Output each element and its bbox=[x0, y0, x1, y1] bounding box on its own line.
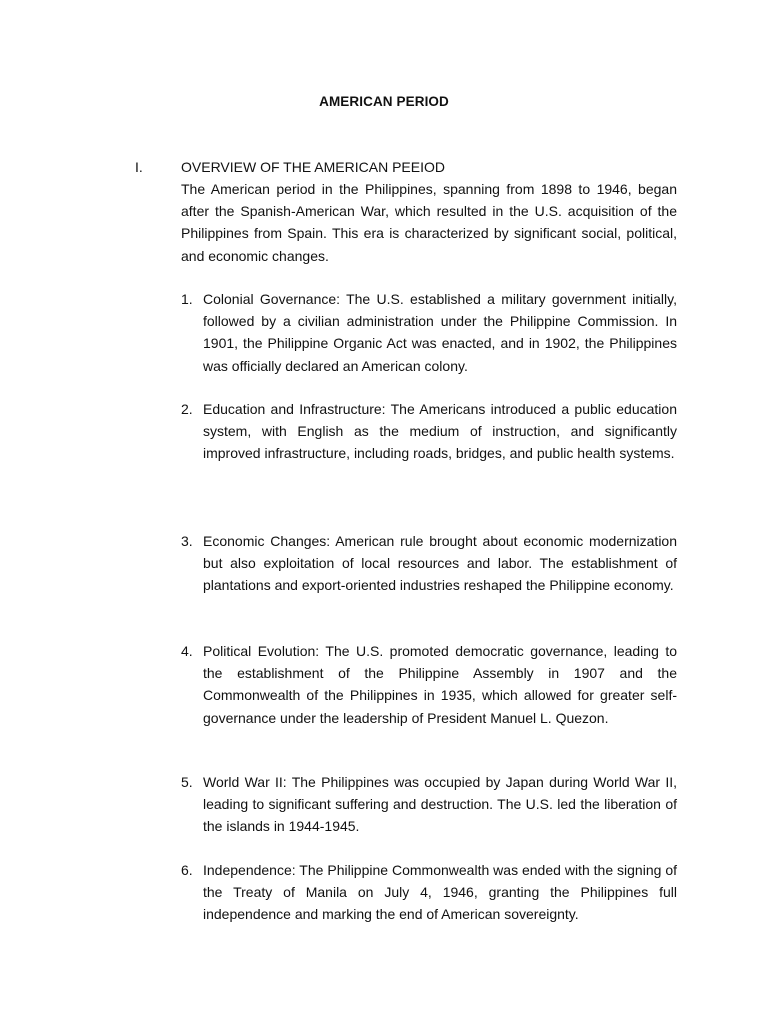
list-item-number: 1. bbox=[181, 291, 193, 307]
list-item bbox=[181, 398, 677, 465]
list-item bbox=[181, 640, 677, 729]
list-item-number: 4. bbox=[181, 643, 193, 659]
list-item-number: 5. bbox=[181, 774, 193, 790]
section-intro-paragraph: The American period in the Philippines, spanning from 1898 to 1946, began after the Spanish-American War, which resulted in the U.S. acquisition of the Philippines from Spain. This era is characterized by significant social, political, and economic changes. bbox=[181, 181, 677, 264]
list-item-text: Education and Infrastructure: The Americans introduced a public education system, with English as the medium of instruction, and significantly improved infrastructure, including roads, bridges, and public health systems. bbox=[203, 401, 677, 462]
list-item bbox=[181, 288, 677, 377]
list-item bbox=[181, 859, 677, 926]
list-item-number: 2. bbox=[181, 401, 193, 417]
list-item-text: Colonial Governance: The U.S. established a military government initially, followed by a civilian administration under the Philippine Commission. In 1901, the Philippine Organic Act was enacted, and in 1902, the Philippines was officially declared an American colony. bbox=[203, 291, 677, 374]
list-item bbox=[181, 530, 677, 597]
section-heading-row bbox=[135, 156, 680, 178]
list-item-text: Political Evolution: The U.S. promoted democratic governance, leading to the establishment of the Philippine Assembly in 1907 and the Commonwealth of the Philippines in 1935, which allowed for greater self-governance under the leadership of President Manuel L. Quezon. bbox=[203, 643, 677, 726]
list-item-number: 6. bbox=[181, 862, 193, 878]
document-title: AMERICAN PERIOD bbox=[319, 94, 449, 109]
list-item-text: Economic Changes: American rule brought about economic modernization but also exploitation of local resources and labor. The establishment of plantations and export-oriented industries reshaped the Philippine economy. bbox=[203, 533, 677, 594]
list-item-number: 3. bbox=[181, 533, 193, 549]
section-numeral: I. bbox=[135, 159, 143, 175]
list-item-text: World War II: The Philippines was occupied by Japan during World War II, leading to significant suffering and destruction. The U.S. led the liberation of the islands in 1944-1945. bbox=[203, 774, 677, 835]
section-overview bbox=[135, 156, 680, 267]
list-item bbox=[181, 771, 677, 838]
section-heading: OVERVIEW OF THE AMERICAN PEEIOD bbox=[181, 159, 445, 175]
list-item-text: Independence: The Philippine Commonwealth was ended with the signing of the Treaty of Manila on July 4, 1946, granting the Philippines full independence and marking the end of American sovereignty. bbox=[203, 862, 677, 923]
